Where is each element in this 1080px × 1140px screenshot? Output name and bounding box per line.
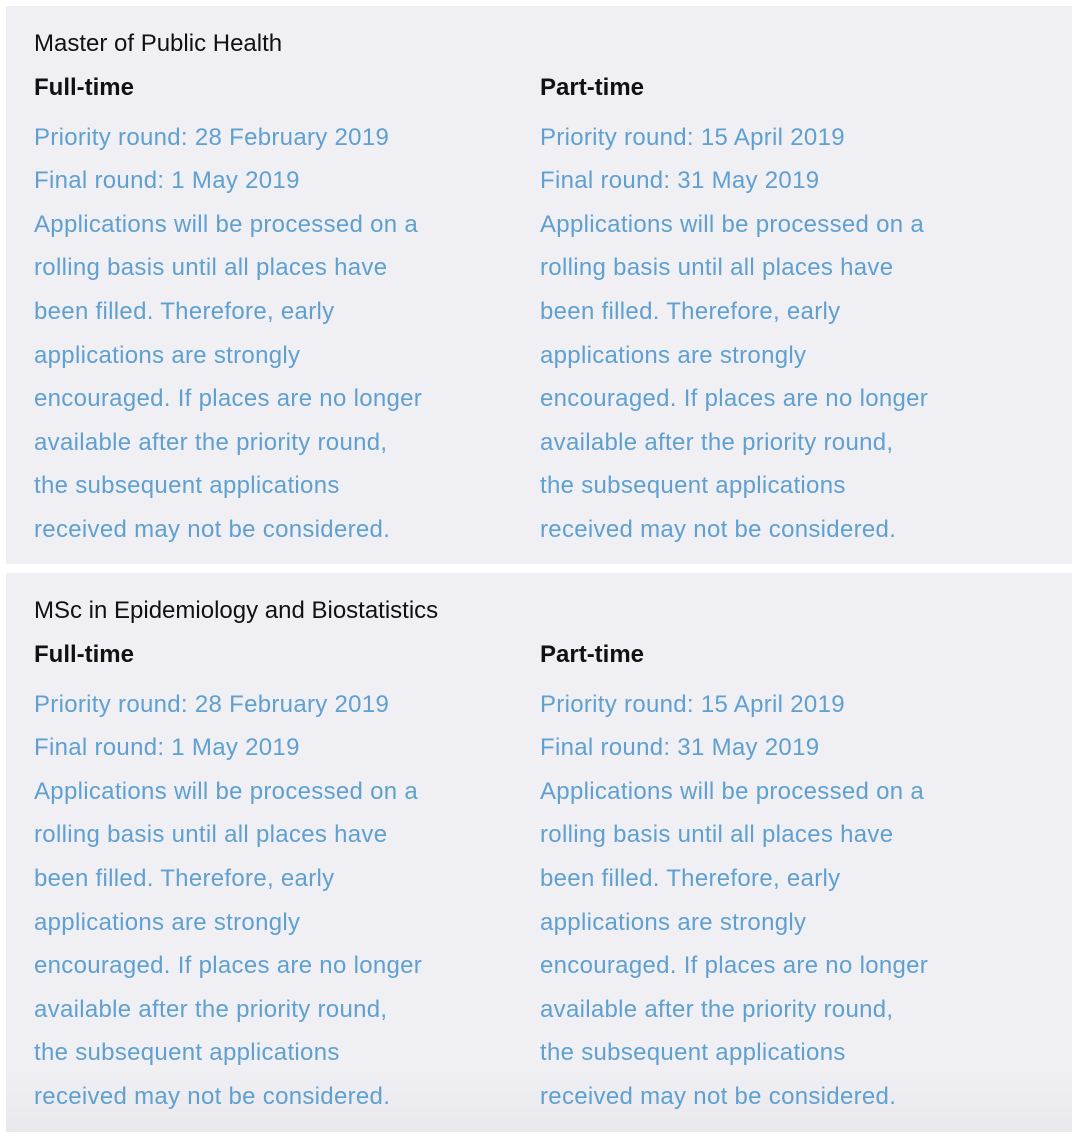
final-round-text: Final round: 1 May 2019 (34, 734, 300, 762)
full-time-column (34, 72, 504, 552)
description-line: the subsequent applications (34, 472, 340, 500)
priority-round-text: Priority round: 28 February 2019 (34, 690, 390, 718)
priority-round-text: Priority round: 15 April 2019 (540, 690, 845, 718)
study-mode-heading: Full-time (34, 74, 134, 101)
description-line: been filled. Therefore, early (540, 297, 841, 325)
program-title: MSc in Epidemiology and Biostatistics (34, 597, 439, 624)
description-line: rolling basis until all places have (34, 821, 388, 849)
study-mode-heading: Full-time (34, 641, 134, 668)
final-round-text: Final round: 31 May 2019 (540, 167, 820, 195)
description-line: been filled. Therefore, early (540, 864, 841, 892)
description-line: available after the priority round, (34, 995, 388, 1023)
part-time-column (540, 639, 1010, 1119)
description-line: available after the priority round, (540, 428, 894, 456)
description-line: been filled. Therefore, early (34, 864, 335, 892)
description-line: encouraged. If places are no longer (540, 952, 929, 980)
description-line: Applications will be processed on a (540, 210, 925, 238)
description-line: applications are strongly (34, 908, 301, 936)
description-line: encouraged. If places are no longer (34, 952, 423, 980)
program-panel-master-of-public-health (6, 6, 1072, 564)
description-line: encouraged. If places are no longer (34, 385, 423, 413)
final-round-text: Final round: 31 May 2019 (540, 734, 820, 762)
description-line: Applications will be processed on a (540, 777, 925, 805)
description-line: Applications will be processed on a (34, 210, 419, 238)
description-line: received may not be considered. (34, 1082, 391, 1110)
program-title: Master of Public Health (34, 30, 283, 57)
program-panel-msc-epidemiology-biostatistics (6, 573, 1072, 1132)
study-mode-heading: Part-time (540, 641, 645, 668)
description-line: available after the priority round, (34, 428, 388, 456)
description-line: encouraged. If places are no longer (540, 385, 929, 413)
description-line: applications are strongly (34, 341, 301, 369)
study-mode-heading: Part-time (540, 74, 645, 101)
description-line: applications are strongly (540, 908, 807, 936)
priority-round-text: Priority round: 28 February 2019 (34, 123, 390, 151)
description-line: rolling basis until all places have (540, 254, 894, 282)
description-line: received may not be considered. (34, 515, 391, 543)
description-line: been filled. Therefore, early (34, 297, 335, 325)
description-line: received may not be considered. (540, 515, 897, 543)
final-round-text: Final round: 1 May 2019 (34, 167, 300, 195)
description-line: the subsequent applications (540, 472, 846, 500)
priority-round-text: Priority round: 15 April 2019 (540, 123, 845, 151)
description-line: applications are strongly (540, 341, 807, 369)
description-line: rolling basis until all places have (34, 254, 388, 282)
description-line: available after the priority round, (540, 995, 894, 1023)
description-line: received may not be considered. (540, 1082, 897, 1110)
description-line: Applications will be processed on a (34, 777, 419, 805)
description-line: rolling basis until all places have (540, 821, 894, 849)
full-time-column (34, 639, 504, 1119)
description-line: the subsequent applications (540, 1039, 846, 1067)
description-line: the subsequent applications (34, 1039, 340, 1067)
part-time-column (540, 72, 1010, 552)
